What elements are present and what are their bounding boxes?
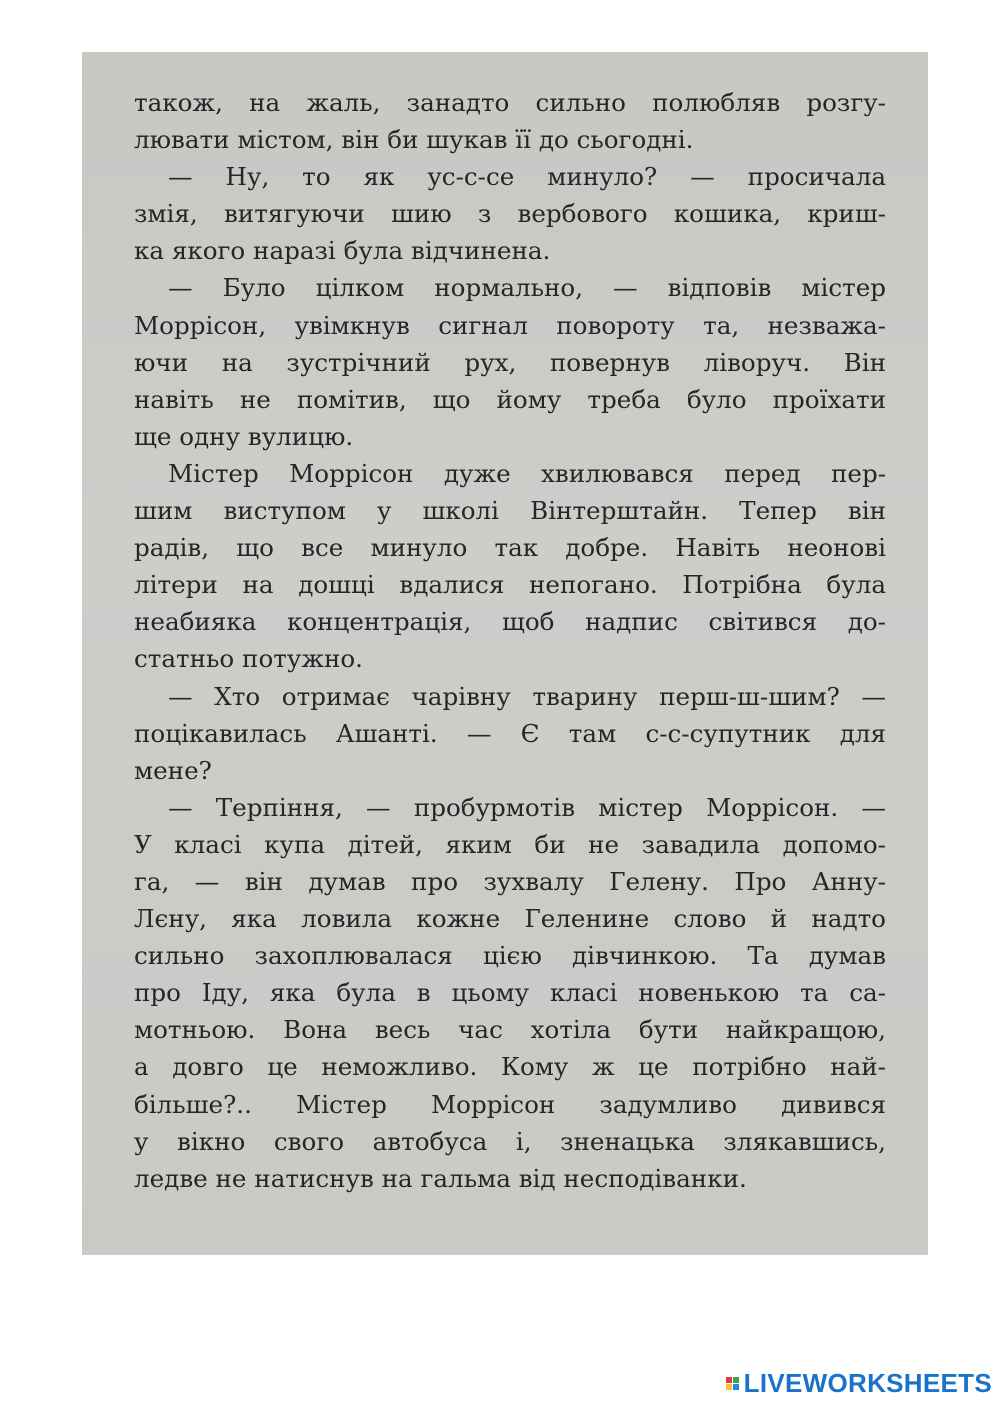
text-line: ка якого наразі була відчинена. (134, 236, 551, 266)
logo-square-red (726, 1377, 732, 1383)
text-line: літери на дошці вдалися непогано. Потрібна була (134, 570, 886, 600)
brand-name: LIVEWORKSHEETS (743, 1368, 992, 1398)
text-line: неабияка концентрація, щоб надпис світився до- (134, 607, 886, 637)
text-line: ючи на зустрічний рух, повернув ліворуч. Він (134, 347, 886, 377)
text-line: ще одну вулицю. (134, 421, 354, 451)
text-line: у вікно свого автобуса і, зненацька злякавшись, (134, 1126, 886, 1156)
text-line: Моррісон, увімкнув сигнал повороту та, незважа- (134, 310, 886, 340)
text-line: — Було цілком нормально, — відповів містер (168, 273, 886, 303)
text-line: навіть не помітив, що йому треба було проїхати (134, 384, 886, 414)
text-line: також, на жаль, занадто сильно полюбляв розгу- (134, 88, 886, 117)
text-line: — Ну, то як ус-с-се минуло? — просичала (168, 162, 886, 192)
text-line: змія, витягуючи шию з вербового кошика, криш- (134, 199, 886, 229)
text-line: — Хто отримає чарівну тварину перш-ш-шим? — (168, 681, 886, 711)
book-page-photo (82, 52, 928, 1255)
text-line: поцікавилась Ашанті. — Є там с-с-супутник для (134, 718, 886, 748)
text-line: га, — він думав про зухвалу Гелену. Про Анну- (134, 866, 886, 896)
liveworksheets-logo-icon (726, 1377, 739, 1390)
logo-square-yellow (726, 1384, 732, 1390)
text-line: У класі купа дітей, яким би не завадила допомо- (134, 829, 886, 859)
liveworksheets-branding (726, 1368, 992, 1399)
text-line: мотньою. Вона весь час хотіла бути найкращою, (134, 1015, 886, 1045)
logo-square-blue (733, 1384, 739, 1390)
text-line: мене? (134, 755, 212, 785)
page-text (134, 84, 886, 1197)
text-line: про Іду, яка була в цьому класі новенькою та са- (134, 978, 886, 1008)
logo-square-green (733, 1377, 739, 1383)
text-line: сильно захоплювалася цією дівчинкою. Та думав (134, 941, 886, 971)
text-line: а довго це неможливо. Кому ж це потрібно най- (134, 1052, 886, 1082)
text-line: лювати містом, він би шукав її до сьогодні. (134, 125, 694, 155)
text-line: шим виступом у школі Вінтерштайн. Тепер він (134, 496, 886, 526)
text-line: радів, що все минуло так добре. Навіть неонові (134, 533, 886, 563)
text-line: статньо потужно. (134, 644, 363, 674)
text-line: Лєну, яка ловила кожне Геленине слово й надто (134, 904, 886, 934)
text-line: — Терпіння, — пробурмотів містер Моррісон. — (168, 792, 886, 822)
text-line: ледве не натиснув на гальма від несподіванки. (134, 1163, 747, 1193)
text-line: більше?.. Містер Моррісон задумливо дивився (134, 1089, 886, 1119)
text-line: Містер Моррісон дуже хвилювався перед пер- (168, 458, 886, 488)
